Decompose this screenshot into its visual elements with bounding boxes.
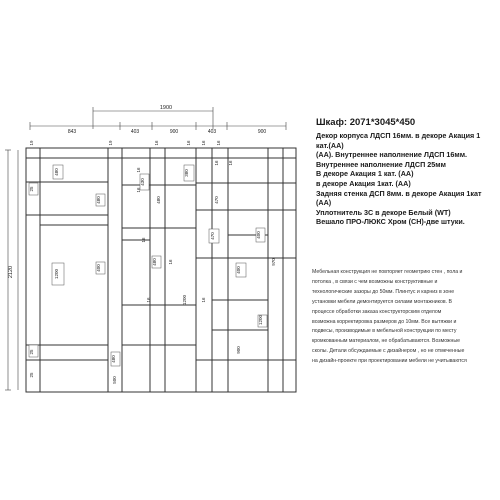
section-dim-label: 400: [236, 266, 241, 274]
dim-overall-width: 1900: [159, 105, 173, 111]
section-dim-label: 25: [29, 186, 34, 192]
spec-block: [316, 117, 496, 227]
section-dim-label: 400: [256, 231, 261, 239]
dim-seg-3: 900: [169, 129, 179, 135]
spec-line: (АА): [316, 198, 332, 208]
section-dim-label: 16: [201, 140, 206, 146]
assembly-note: [312, 268, 498, 367]
section-dim-label: 16: [201, 297, 206, 303]
note-line: на дизайн-проекте при проектировании мебели не учитываются: [312, 358, 467, 365]
section-dim-label: 19: [108, 140, 113, 146]
section-dim-label: 25: [29, 349, 34, 355]
section-dim-label: 970: [271, 258, 276, 266]
section-dim-label: 480: [156, 196, 161, 204]
dim-overall-height: 2120: [8, 265, 14, 279]
section-dim-label: 16: [228, 160, 233, 166]
spec-line: Задняя стенка ДСП 8мм. в декоре Акация 1кат: [316, 188, 482, 198]
dim-seg-1: 843: [67, 129, 77, 135]
dim-seg-2: 403: [130, 129, 140, 135]
section-dim-label: 1200: [182, 294, 187, 306]
spec-line: в декоре Акация 1кат. (АА): [316, 178, 411, 188]
section-dim-label: 900: [236, 346, 241, 354]
dim-seg-4: 403: [207, 129, 217, 135]
section-dim-label: 480: [111, 355, 116, 363]
section-dim-label: 470: [210, 232, 215, 240]
cabinet-drawing: [0, 0, 310, 400]
spec-line: Декор корпуса ЛДСП 16мм. в декоре Акация 1: [316, 131, 481, 140]
spec-line: Уплотнитель 3С в декоре Белый (WT): [316, 207, 451, 217]
section-dim-label: 430: [140, 178, 145, 186]
note-line: процессе обработки заказа конструкторским отделом: [312, 308, 442, 315]
note-line: подвесы, производимые в мебельной конструкции по месту: [312, 328, 457, 335]
section-dim-label: 16: [146, 297, 151, 303]
section-dim-label: 480: [152, 258, 157, 266]
note-line: Мебельная конструкция не повторяет геометрию стен , пола и: [312, 269, 463, 275]
spec-line: кат.(АА): [316, 140, 344, 150]
section-dim-label: 16: [168, 259, 173, 265]
section-dim-label: 480: [96, 196, 101, 204]
section-dim-label: 16: [186, 140, 191, 146]
section-dim-label: 16: [141, 237, 146, 243]
section-dim-label: 16: [136, 187, 141, 193]
spec-line: Внутреннее наполнение ЛДСП 25мм: [316, 159, 446, 169]
section-dim-label: 380: [184, 169, 189, 177]
section-dim-label: 500: [112, 376, 117, 384]
section-dim-label: 25: [29, 372, 34, 378]
section-dim-label: 16: [154, 140, 159, 146]
note-line: сколы. Детали обсуждаемые с дизайнером , но не отмеченные: [312, 348, 465, 355]
note-line: потолка , в связи с чем возможны конструктивные и: [312, 278, 438, 285]
section-dim-label: 19: [29, 140, 34, 146]
section-dim-label: 1200: [258, 314, 263, 326]
section-dim-label: 16: [214, 160, 219, 166]
section-dim-label: 16: [216, 140, 221, 146]
spec-title: Шкаф: 2071*3045*450: [316, 117, 416, 128]
section-dim-label: 470: [214, 196, 219, 204]
note-line: установки мебели демонтируется силами монтажников. В: [312, 298, 452, 305]
spec-line: В декоре Акация 1 кат. (АА): [316, 169, 414, 179]
dim-seg-5: 900: [257, 129, 267, 135]
section-dim-label: 400: [96, 264, 101, 272]
note-line: кромкованным материалом, не обрабатываются. Возможные: [312, 338, 461, 345]
section-dim-label: 16: [136, 167, 141, 173]
spec-line: Вешало ПРО-ЛЮКС Хром (СН)-две штуки.: [316, 217, 465, 227]
section-dim-label: 1200: [54, 268, 59, 280]
cabinet-body: [26, 148, 296, 392]
spec-line: (АА). Внутреннее наполнение ЛДСП 16мм.: [316, 150, 468, 160]
note-line: возможна корректировка размеров до 10мм. Все вытяжки и: [312, 318, 457, 325]
note-line: технологические зазоры до 50мм. Плинтус и карниз в зоне: [312, 288, 455, 295]
section-dim-label: 480: [54, 168, 59, 176]
